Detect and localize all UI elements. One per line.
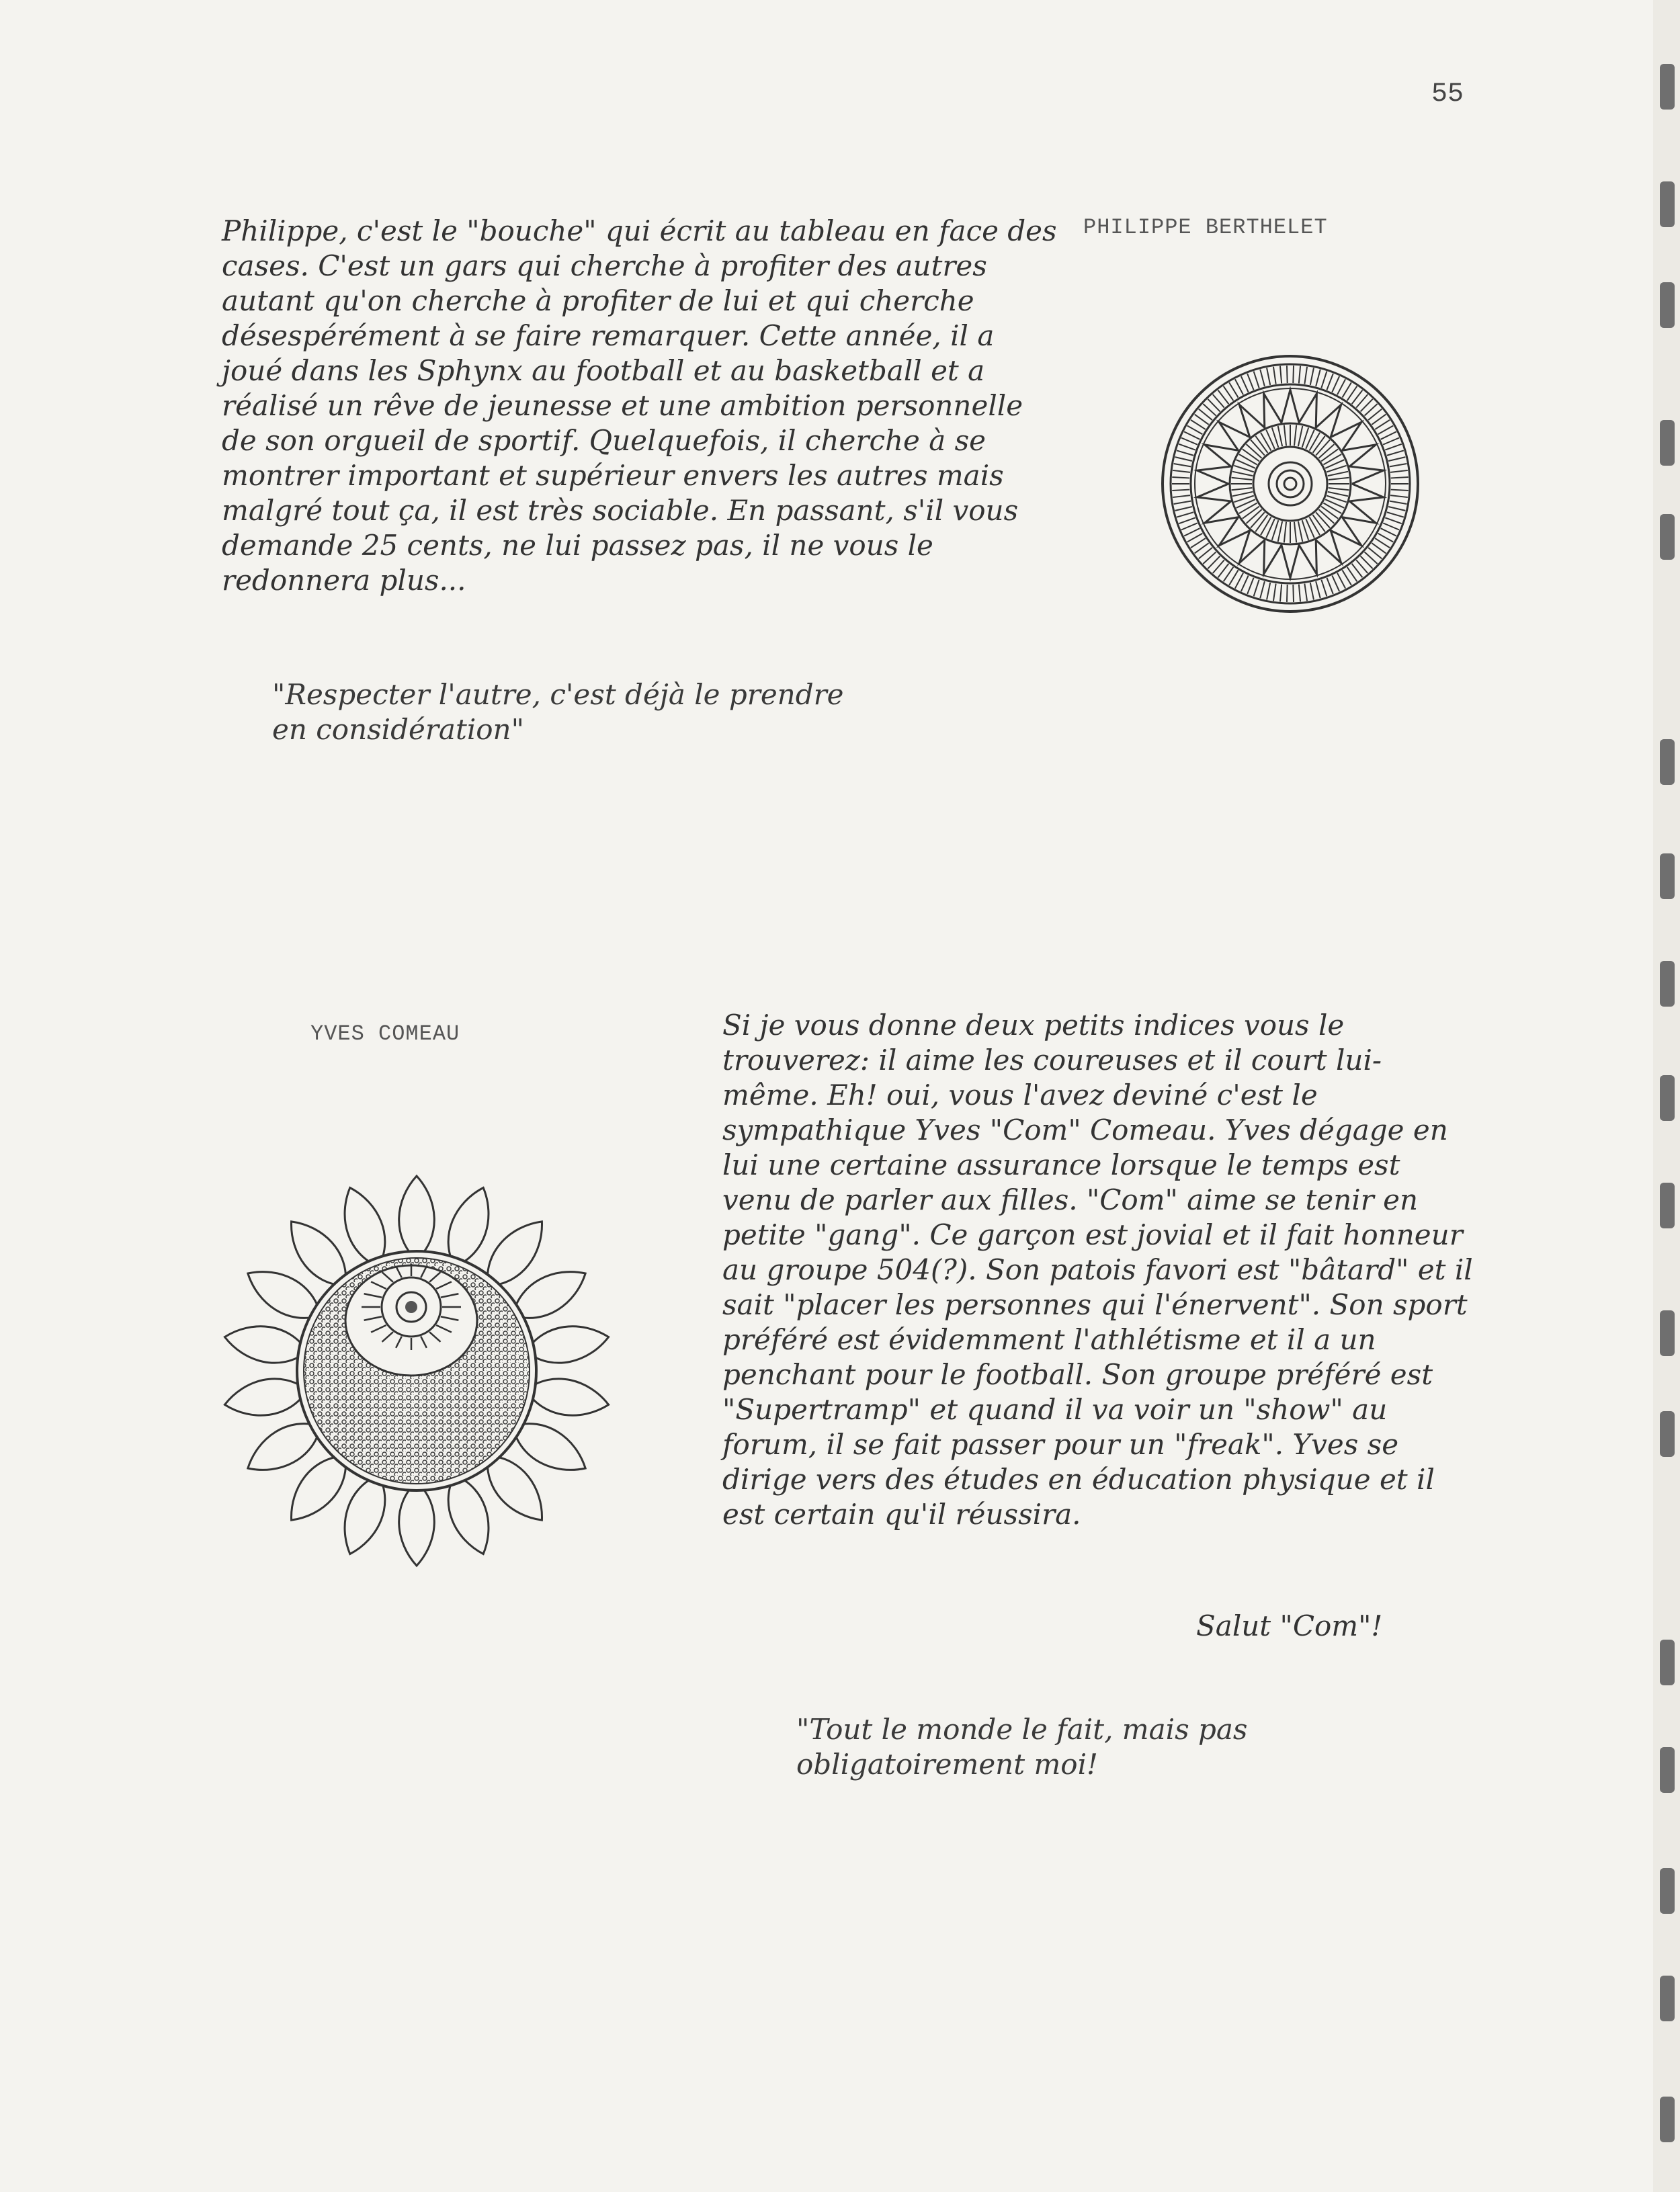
page-number: 55	[1431, 79, 1464, 110]
student-name-philippe: PHILIPPE BERTHELET	[1083, 215, 1328, 240]
spiral-binding	[1653, 0, 1680, 2192]
binding-ring	[1660, 1640, 1675, 1685]
binding-ring	[1660, 1310, 1675, 1356]
binding-ring	[1660, 514, 1675, 560]
binding-ring	[1660, 1976, 1675, 2021]
quote-yves: "Tout le monde le fait, mais pas obligatoirement moi!	[796, 1713, 1248, 1781]
binding-ring	[1660, 1747, 1675, 1793]
binding-ring	[1660, 1411, 1675, 1457]
binding-ring	[1660, 181, 1675, 227]
profile-paragraph-yves: Si je vous donne deux petits indices vous le trouverez: il aime les coureuses et il court lui-même. Eh! oui, vous l'avez deviné c'est le sympathique Yves "Com" Comeau. Yves dégage en lui une certaine assurance lorsque le temps est venu de parler aux filles. "Com" aime se tenir en petite "gang". Ce garçon est jovial et il fait honneur au groupe 504(?). Son patois favori est "bâtard" et il sait "placer les personnes qui l'énervent". Son sport préféré est évidemment l'athlétisme et il a un penchant pour le football. Son groupe préféré est "Supertramp" et quand il va voir un "show" au forum, il se fait passer pour un "freak". Yves se dirige vers des études en éducation physique et il est certain qu'il réussira.	[722, 1009, 1473, 1531]
circular-mandala-drawing	[1156, 349, 1425, 618]
signoff-yves: Salut "Com"!	[1196, 1609, 1383, 1642]
binding-ring	[1660, 1183, 1675, 1228]
binding-ring	[1660, 1075, 1675, 1121]
binding-ring	[1660, 739, 1675, 785]
binding-ring	[1660, 282, 1675, 328]
student-name-yves: YVES COMEAU	[310, 1021, 460, 1046]
binding-ring	[1660, 1868, 1675, 1914]
binding-ring	[1660, 2097, 1675, 2142]
binding-ring	[1660, 853, 1675, 899]
sunflower-drawing	[228, 1169, 605, 1572]
quote-philippe: "Respecter l'autre, c'est déjà le prendre en considération"	[272, 678, 844, 746]
binding-ring	[1660, 420, 1675, 466]
binding-ring	[1660, 64, 1675, 110]
profile-paragraph-philippe: Philippe, c'est le "bouche" qui écrit au tableau en face des cases. C'est un gars qui cherche à profiter des autres autant qu'on cherche à profiter de lui et qui cherche désespérément à se faire remarquer. Cette année, il a joué dans les Sphynx au football et au basketball et a réalisé un rêve de jeunesse et une ambition personnelle de son orgueil de sportif. Quelquefois, il cherche à se montrer important et supérieur envers les autres mais malgré tout ça, il est très sociable. En passant, s'il vous demande 25 cents, ne lui passez pas, il ne vous le redonnera plus...	[222, 214, 1057, 597]
binding-ring	[1660, 961, 1675, 1007]
